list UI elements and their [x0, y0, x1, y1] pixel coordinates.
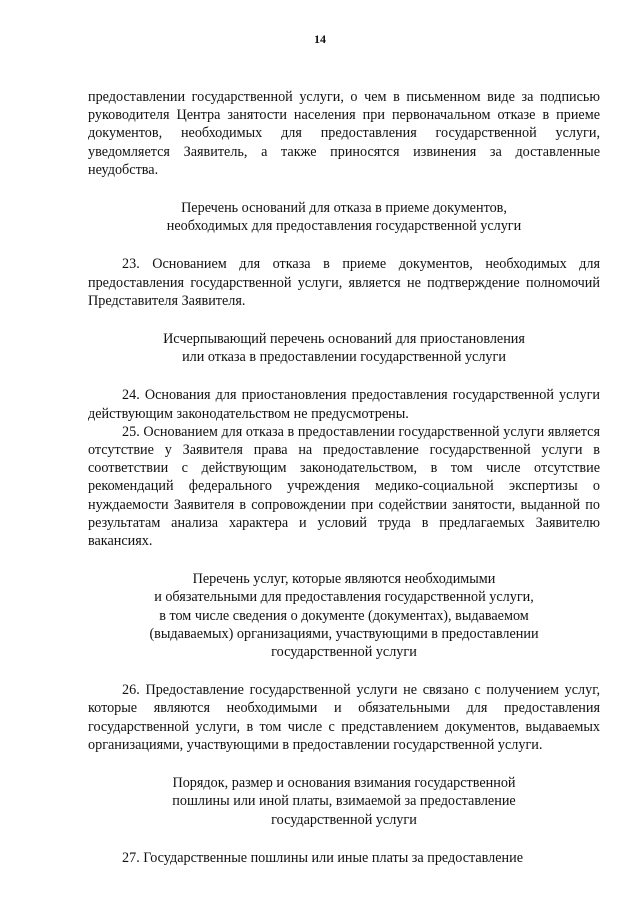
paragraph-25: 25. Основанием для отказа в предоставлении государственной услуги является отсутствие у Заявителя права на предоставление государственной услуги в соответствии с действующим законодательством, в том числе отсутствие рекомендаций федерального учреждения медико-социальной экспертизы о нуждаемости Заявителя в сопровождении при содействии занятости, выданной по результатам анализа характера и условий труда в предлагаемых Заявителю вакансиях.: [88, 423, 600, 550]
heading-line: Перечень услуг, которые являются необходимыми: [192, 571, 496, 588]
paragraph-intro: предоставлении государственной услуги, о чем в письменном виде за подписью руководителя Центра занятости населения при первоначальном отказе в приеме документов, необходимых для предоставления государственной услуги, уведомляется Заявитель, а также приносятся извинения за доставленные неудобства.: [88, 89, 600, 178]
section-heading-required-services: [88, 570, 600, 661]
heading-line: необходимых для предоставления государственной услуги: [166, 218, 522, 235]
paragraph-27: 27. Государственные пошлины или иные платы за предоставление: [122, 849, 524, 866]
heading-line: в том числе сведения о документе (документах), выдаваемом: [159, 607, 529, 624]
heading-line: пошлины или иной платы, взимаемой за предоставление: [172, 793, 516, 810]
document-content: [88, 88, 600, 867]
heading-line: государственной услуги: [271, 811, 417, 828]
heading-line: государственной услуги: [271, 644, 417, 661]
paragraph-24: 24. Основания для приостановления предоставления государственной услуги действующим законодательством не предусмотрены.: [88, 387, 600, 422]
heading-line: Исчерпывающий перечень оснований для приостановления: [163, 331, 525, 348]
heading-line: или отказа в предоставлении государственной услуги: [182, 349, 506, 366]
heading-line: Порядок, размер и основания взимания государственной: [172, 775, 516, 792]
page-number: 14: [314, 32, 326, 46]
paragraph-26: 26. Предоставление государственной услуги не связано с получением услуг, которые являются необходимыми и обязательными для предоставления государственной услуги, в том числе с представлением документов, выдаваемых организациями, участвующими в предоставлении государственной услуги.: [88, 682, 600, 753]
paragraph-23: 23. Основанием для отказа в приеме документов, необходимых для предоставления государственной услуги, является не подтверждение полномочий Представителя Заявителя.: [88, 256, 600, 309]
heading-line: (выдаваемых) организациями, участвующими в предоставлении: [149, 625, 539, 642]
heading-line: и обязательными для предоставления государственной услуги,: [154, 589, 534, 606]
section-heading-refusal-documents: [88, 199, 600, 235]
section-heading-suspension-refusal: [88, 330, 600, 366]
section-heading-fees: [88, 774, 600, 829]
heading-line: Перечень оснований для отказа в приеме документов,: [181, 200, 507, 217]
